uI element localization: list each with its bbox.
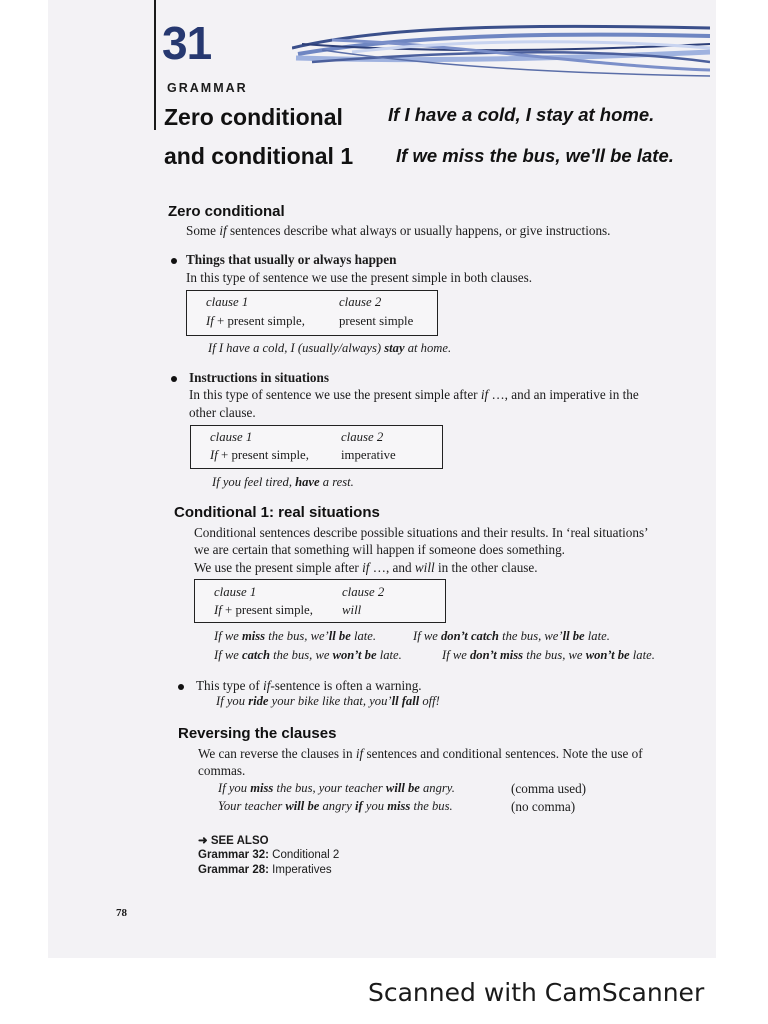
clause-table-3 bbox=[194, 579, 446, 623]
clause-2-value: will bbox=[342, 603, 362, 617]
bullet-2-text-line1: In this type of sentence we use the present simple after if …, and an imperative in the bbox=[189, 387, 639, 402]
clause-2-header: clause 2 bbox=[342, 585, 385, 599]
header-vertical-rule bbox=[154, 0, 156, 130]
example-zero-1: If I have a cold, I (usually/always) stay at home. bbox=[208, 341, 452, 355]
clause-2-value: present simple bbox=[339, 314, 414, 328]
title-line-2: and conditional 1 bbox=[164, 143, 354, 169]
conditional-1-heading: Conditional 1: real situations bbox=[174, 504, 380, 521]
book-page bbox=[48, 0, 716, 958]
see-also-label: ➜ SEE ALSO bbox=[198, 835, 269, 847]
reversing-heading: Reversing the clauses bbox=[178, 725, 337, 742]
bullet-icon bbox=[171, 258, 177, 264]
conditional-1-text-line1: Conditional sentences describe possible situations and their results. In ‘real situations’ bbox=[194, 525, 649, 540]
reversing-text-line2: commas. bbox=[198, 763, 246, 778]
arrow-right-icon: ➜ bbox=[198, 835, 208, 847]
title-line-1: Zero conditional bbox=[164, 104, 343, 130]
clause-2-value: imperative bbox=[341, 448, 396, 462]
clause-1-value: If + present simple, bbox=[206, 314, 305, 328]
bullet-1-text: In this type of sentence we use the present simple in both clauses. bbox=[186, 270, 533, 285]
clause-table-2 bbox=[190, 425, 443, 469]
example-zero-2: If you feel tired, have a rest. bbox=[212, 475, 354, 489]
bullet-icon bbox=[171, 376, 177, 382]
clause-1-header: clause 1 bbox=[210, 430, 253, 444]
example-cond1-2b: If we don’t miss the bus, we won’t be late. bbox=[442, 648, 655, 662]
bullet-2-title: Instructions in situations bbox=[189, 370, 329, 385]
header-example-2: If we miss the bus, we'll be late. bbox=[396, 145, 674, 166]
clause-1-header: clause 1 bbox=[206, 295, 249, 309]
clause-1-value: If + present simple, bbox=[210, 448, 309, 462]
clause-table-1 bbox=[186, 290, 438, 336]
example-cond1-2a: If we catch the bus, we won’t be late. bbox=[214, 648, 402, 662]
decorative-swoosh bbox=[292, 22, 710, 78]
clause-2-header: clause 2 bbox=[339, 295, 382, 309]
reversing-note-1: (comma used) bbox=[511, 781, 587, 796]
conditional-1-text-line2: we are certain that something will happen if someone does something. bbox=[194, 542, 565, 557]
see-also-item-imperatives[interactable]: Grammar 28: Imperatives bbox=[198, 864, 332, 876]
clause-1-header: clause 1 bbox=[214, 585, 257, 599]
example-cond1-1b: If we don’t catch the bus, we’ll be late. bbox=[413, 629, 610, 643]
example-cond1-1a: If we miss the bus, we’ll be late. bbox=[214, 629, 376, 643]
clause-1-value: If + present simple, bbox=[214, 603, 313, 617]
reversing-text-line1: We can reverse the clauses in if sentences and conditional sentences. Note the use of bbox=[198, 746, 643, 761]
bullet-1-title: Things that usually or always happen bbox=[186, 252, 397, 267]
page-number: 78 bbox=[116, 907, 127, 919]
conditional-1-text-line3: We use the present simple after if …, and will in the other clause. bbox=[194, 560, 538, 575]
unit-number: 31 bbox=[162, 17, 212, 69]
reversing-example-1: If you miss the bus, your teacher will be angry. bbox=[218, 781, 455, 795]
see-also-item-conditional-2[interactable]: Grammar 32: Conditional 2 bbox=[198, 849, 340, 861]
warning-text: This type of if-sentence is often a warning. bbox=[196, 678, 422, 693]
clause-2-header: clause 2 bbox=[341, 430, 384, 444]
bullet-2-text-line2: other clause. bbox=[189, 405, 256, 420]
reversing-note-2: (no comma) bbox=[511, 799, 576, 814]
zero-intro: Some if sentences describe what always or usually happens, or give instructions. bbox=[186, 223, 611, 238]
warning-example: If you ride your bike like that, you’ll fall off! bbox=[216, 694, 440, 708]
section-label: GRAMMAR bbox=[167, 81, 248, 95]
reversing-example-2: Your teacher will be angry if you miss the bus. bbox=[218, 799, 453, 813]
scanner-watermark: Scanned with CamScanner bbox=[368, 978, 705, 1007]
zero-conditional-heading: Zero conditional bbox=[168, 203, 285, 220]
header-example-1: If I have a cold, I stay at home. bbox=[388, 104, 655, 125]
bullet-icon bbox=[178, 684, 184, 690]
